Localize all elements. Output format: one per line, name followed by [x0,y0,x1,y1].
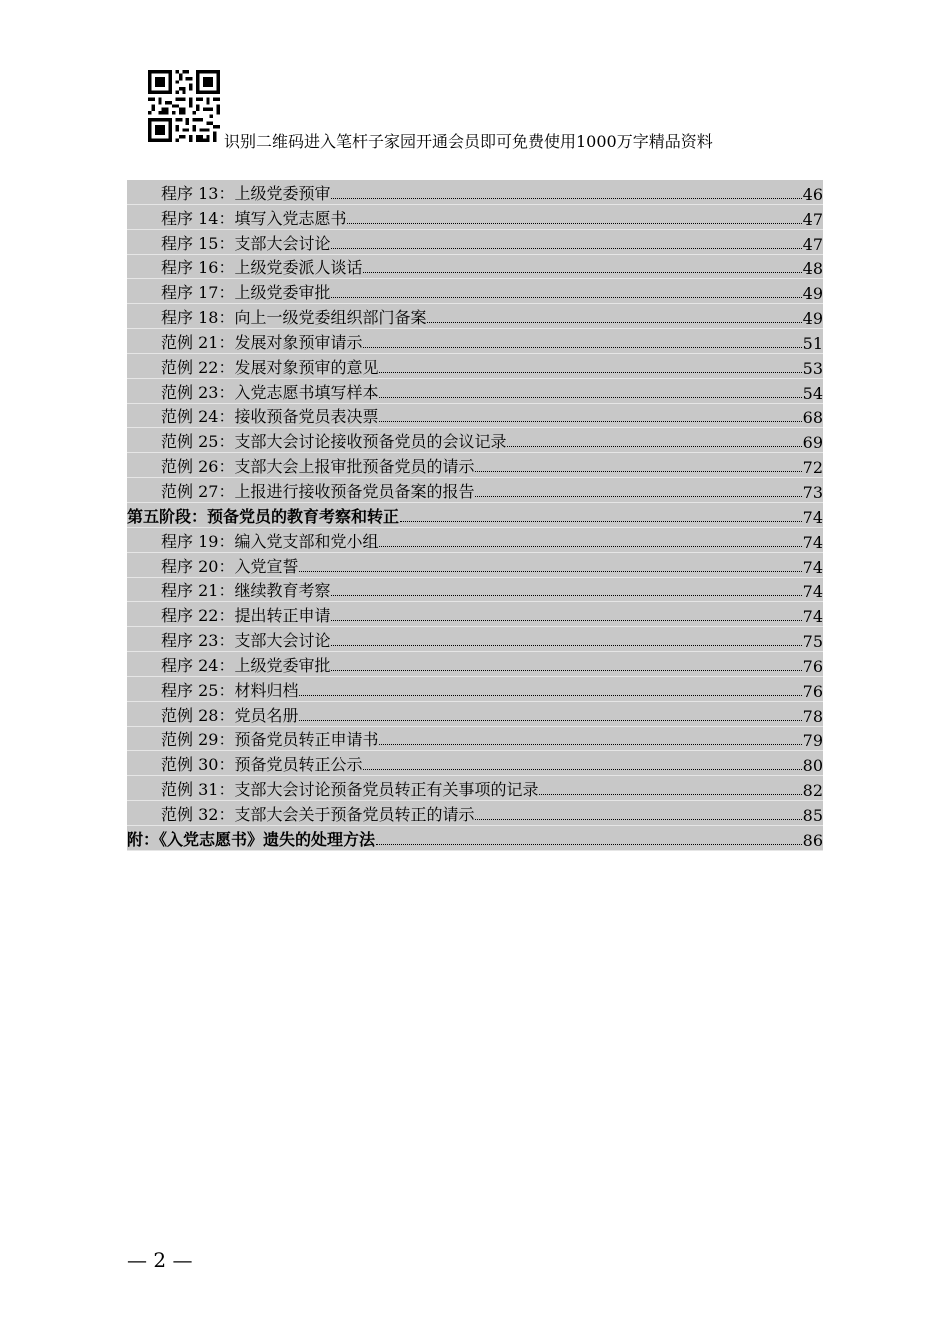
toc-entry[interactable] [127,627,823,652]
toc-entry-title: 范例 26：支部大会上报审批预备党员的请示 [161,457,475,477]
toc-entry-title: 范例 23：入党志愿书填写样本 [161,382,379,402]
toc-leader-dots [331,643,801,646]
toc-entry[interactable] [127,404,823,429]
toc-entry-title: 附：《入党志愿书》遗失的处理方法 [127,829,376,849]
toc-entry-title: 程序 24：上级党委审批 [161,655,331,675]
toc-leader-dots [475,494,801,497]
qr-code-icon [147,70,221,142]
toc-entry-page: 79 [802,731,823,751]
toc-entry-page: 74 [802,532,823,552]
toc-entry[interactable] [127,776,823,801]
toc-entry-page: 82 [802,781,823,801]
toc-entry[interactable] [127,578,823,603]
toc-entry-title: 程序 15：支部大会讨论 [161,233,331,253]
toc-leader-dots [331,196,801,199]
toc-entry-page: 76 [802,681,823,701]
toc-leader-dots [475,817,801,820]
toc-leader-dots [379,544,801,547]
toc-entry[interactable] [127,677,823,702]
toc-entry-title: 范例 25：支部大会讨论接收预备党员的会议记录 [161,432,507,452]
toc-entry-page: 86 [802,830,823,850]
toc-leader-dots [363,345,801,348]
toc-entry[interactable] [127,826,823,851]
toc-entry-page: 47 [802,209,823,229]
toc-leader-dots [331,618,801,621]
toc-entry-title: 范例 27：上报进行接收预备党员备案的报告 [161,481,475,501]
table-of-contents [127,180,823,851]
toc-entry-title: 程序 19：编入党支部和党小组 [161,531,379,551]
toc-entry[interactable] [127,279,823,304]
toc-entry-page: 80 [802,756,823,776]
toc-leader-dots [539,792,801,795]
toc-entry-title: 范例 22：发展对象预审的意见 [161,357,379,377]
toc-leader-dots [379,370,801,373]
toc-entry-page: 69 [802,433,823,453]
toc-entry-page: 76 [802,656,823,676]
toc-entry[interactable] [127,180,823,205]
toc-entry-page: 68 [802,408,823,428]
page-number: — 2 — [127,1248,193,1272]
toc-leader-dots [331,246,801,249]
toc-entry-title: 程序 20：入党宣誓 [161,556,299,576]
toc-leader-dots [400,519,802,522]
toc-entry[interactable] [127,304,823,329]
toc-entry[interactable] [127,553,823,578]
toc-entry[interactable] [127,354,823,379]
toc-entry-page: 49 [802,284,823,304]
toc-entry[interactable] [127,379,823,404]
toc-entry[interactable] [127,727,823,752]
toc-entry-title: 第五阶段：预备党员的教育考察和转正 [127,506,400,526]
toc-entry-page: 73 [802,482,823,502]
toc-entry[interactable] [127,602,823,627]
toc-leader-dots [376,842,802,845]
toc-entry-page: 48 [802,259,823,279]
toc-leader-dots [299,569,801,572]
toc-entry[interactable] [127,428,823,453]
toc-leader-dots [379,419,801,422]
toc-leader-dots [507,444,801,447]
toc-entry[interactable] [127,702,823,727]
toc-entry[interactable] [127,503,823,528]
toc-leader-dots [379,742,801,745]
toc-leader-dots [379,395,801,398]
toc-entry-page: 72 [802,458,823,478]
toc-entry-page: 85 [802,805,823,825]
toc-entry-page: 53 [802,358,823,378]
toc-entry-page: 74 [802,607,823,627]
toc-entry-title: 程序 23：支部大会讨论 [161,631,331,651]
toc-entry[interactable] [127,255,823,280]
toc-entry-title: 范例 29：预备党员转正申请书 [161,730,379,750]
toc-entry-title: 范例 31：支部大会讨论预备党员转正有关事项的记录 [161,780,539,800]
header-banner-text: 识别二维码进入笔杆子家园开通会员即可免费使用1000万字精品资料 [224,132,713,151]
toc-leader-dots [299,693,801,696]
toc-entry[interactable] [127,652,823,677]
toc-entry[interactable] [127,205,823,230]
toc-entry-title: 范例 32：支部大会关于预备党员转正的请示 [161,804,475,824]
toc-entry-page: 46 [802,184,823,204]
toc-leader-dots [331,593,801,596]
toc-leader-dots [347,221,801,224]
toc-entry-page: 49 [802,309,823,329]
toc-entry-title: 程序 13：上级党委预审 [161,183,331,203]
toc-entry-title: 范例 28：党员名册 [161,705,299,725]
toc-entry-title: 程序 25：材料归档 [161,680,299,700]
toc-entry-page: 74 [802,507,823,527]
toc-leader-dots [331,668,801,671]
toc-entry-page: 78 [802,706,823,726]
toc-entry[interactable] [127,751,823,776]
toc-entry-title: 程序 22：提出转正申请 [161,606,331,626]
toc-entry-title: 程序 14：填写入党志愿书 [161,208,347,228]
toc-entry[interactable] [127,329,823,354]
toc-leader-dots [299,718,801,721]
toc-entry-title: 范例 24：接收预备党员表决票 [161,407,379,427]
toc-leader-dots [363,270,801,273]
toc-entry[interactable] [127,528,823,553]
toc-entry-page: 47 [802,234,823,254]
toc-entry[interactable] [127,230,823,255]
toc-leader-dots [363,767,801,770]
toc-leader-dots [331,295,801,298]
toc-entry-title: 范例 21：发展对象预审请示 [161,332,363,352]
toc-entry-title: 程序 21：继续教育考察 [161,581,331,601]
toc-entry-page: 54 [802,383,823,403]
toc-entry-title: 程序 16：上级党委派人谈话 [161,258,363,278]
toc-entry[interactable] [127,478,823,503]
toc-entry-page: 74 [802,557,823,577]
toc-entry-title: 程序 17：上级党委审批 [161,283,331,303]
toc-leader-dots [427,320,801,323]
toc-entry-page: 51 [802,333,823,353]
toc-entry-title: 范例 30：预备党员转正公示 [161,755,363,775]
toc-entry-title: 程序 18：向上一级党委组织部门备案 [161,308,427,328]
toc-leader-dots [475,469,801,472]
toc-entry[interactable] [127,453,823,478]
toc-entry-page: 75 [802,632,823,652]
toc-entry-page: 74 [802,582,823,602]
toc-entry[interactable] [127,801,823,826]
